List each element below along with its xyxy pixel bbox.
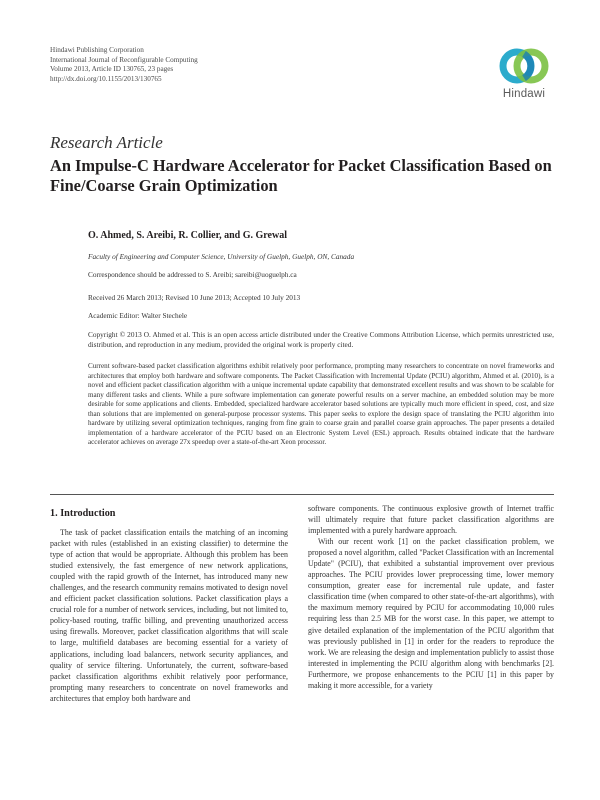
academic-editor: Academic Editor: Walter Stechele — [88, 311, 188, 320]
paragraph: The task of packet classification entails the matching of an incoming packet with rules (established in an existing classifier) to determine the type of action that would be appropriate. Although this problem has been studied extensively, the fast emergence of new network applications, coupled with the rapid growth of the Internet, has introduced many new challenges, and the research community remains motivated to design novel and efficient packet classification solutions. Packet classification plays a crucial role for a number of network services, including, but not limited to, policy-based routing, traffic billing, and preventing unauthorized access using firewalls. Moreover, packet classification algorithms that will scale to large, multifield databases are becoming essential for a variety of applications, including load balancers, network security appliances, and quality of service filtering. Unfortunately, the current, software-based packet classification algorithms exhibit relatively poor performance, prompting many researchers to concentrate on novel frameworks and architectures that employ both hardware and — [50, 528, 288, 703]
volume-info: Volume 2013, Article ID 130765, 23 pages — [50, 65, 174, 74]
author-list: O. Ahmed, S. Areibi, R. Collier, and G. Grewal — [88, 230, 287, 241]
paragraph: With our recent work [1] on the packet classification problem, we proposed a novel algorithm, called "Packet Classification with an Incremental Update" (PCIU), that exhibited a substantial improvement over previous approaches. The PCIU provides lower preprocessing time, lower memory consumption, greater ease for incremental rule update, and faster classification time (when compared to other state-of-the-art algorithms), with the maximum memory required by PCIU for accommodating 10,000 rules requiring less than 2.5 MB for the worst case. In this paper, we attempt to give detailed explanation of the implementation of the PCIU algorithm that was previously published in [1] in order for the readers to reproduce the work. We are releasing the design and implementation publicly to assist those interested in implementing the PCIU algorithm along with benchmarks [2]. Furthermore, we propose enhancements to the PCIU [1] in this paper by making it more accessible, for a variety — [308, 537, 555, 690]
publisher-name: Hindawi Publishing Corporation — [50, 46, 144, 54]
abstract: Current software-based packet classification algorithms exhibit relatively poor performance, prompting many researchers to concentrate on novel frameworks and architectures that employ both hardware and software components. The Packet Classification with Incremental Update (PCIU) algorithm, Ahmed et al. (2010), is a novel and efficient packet classification algorithm with a unique incremental update capability that demonstrated excellent results and was shown to be scalable for many different tasks and clients. While a pure software implementation can generate powerful results on a server machine, an embedded solution may be more desirable for some applications and clients. Embedded, specialized hardware accelerator based solutions are typically much more efficient in speed, cost, and size than solutions that are implemented on general-purpose processor systems. This paper seeks to explore the design space of translating the PCIU algorithm into hardware by utilizing several optimization techniques, ranging from fine grain to coarse grain and parallel coarse grain approaches. The paper presents a detailed implementation of a hardware accelerator of the PCIU based on an Electronic System Level (ESL) approach. Results obtained indicate that the hardware accelerator achieves on average 27x speedup over a state-of-the-art Xeon processor. — [88, 362, 554, 447]
body-column-left — [50, 527, 288, 704]
correspondence: Correspondence should be addressed to S. Areibi; sareibi@uoguelph.ca — [88, 270, 297, 279]
publication-info — [50, 46, 198, 84]
affiliation: Faculty of Engineering and Computer Science, University of Guelph, Guelph, ON, Canada — [88, 252, 355, 261]
article-dates: Received 26 March 2013; Revised 10 June 2013; Accepted 10 July 2013 — [88, 293, 301, 302]
body-column-right — [308, 503, 554, 691]
journal-name: International Journal of Reconfigurable Computing — [50, 55, 198, 64]
hindawi-logo-mark-icon — [494, 44, 554, 88]
hindawi-logo — [494, 44, 554, 106]
section-heading: 1. Introduction — [50, 508, 116, 519]
article-title: An Impulse-C Hardware Accelerator for Packet Classification Based on Fine/Coarse Grain Optimization — [50, 156, 552, 195]
copyright-notice: Copyright © 2013 O. Ahmed et al. This is an open access article distributed under the Creative Commons Attribution License, which permits unrestricted use, distribution, and reproduction in any medium, provided the original work is properly cited. — [88, 330, 554, 350]
paragraph: software components. The continuous explosive growth of Internet traffic will ultimately require that future packet classification algorithms are implemented with a purely hardware approach. — [308, 504, 554, 536]
article-type: Research Article — [50, 133, 163, 152]
logo-wordmark: Hindawi — [502, 88, 546, 100]
section-divider — [50, 494, 554, 495]
doi-link[interactable]: http://dx.doi.org/10.1155/2013/130765 — [50, 74, 162, 83]
